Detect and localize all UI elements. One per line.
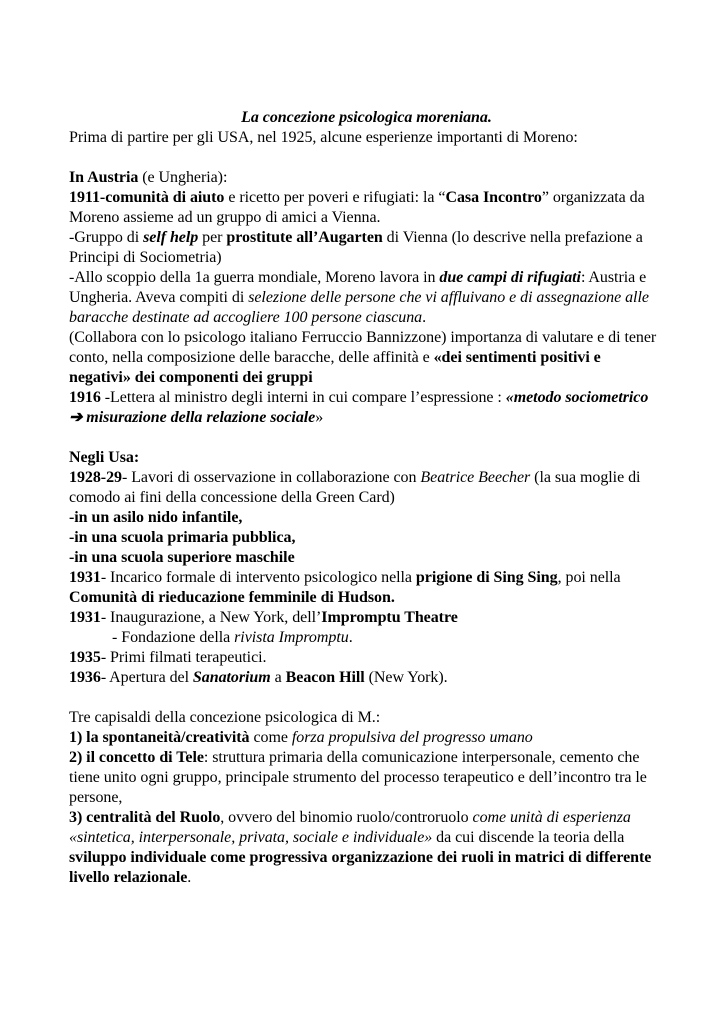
text: : Austria e Ungheria. Aveva compiti di (69, 269, 647, 306)
capisaldi-intro: Tre capisaldi della concezione psicologica di M.: (69, 709, 381, 726)
caposaldo-3 (69, 808, 664, 888)
usa-1931-theatre-paragraph (69, 608, 664, 628)
text-bold: Casa Incontro (445, 189, 542, 206)
spacer (69, 428, 664, 448)
text-italic: rivista Impromptu (234, 629, 349, 646)
text: - Fondazione della (112, 629, 235, 646)
spacer (69, 148, 664, 168)
text-bold: prigione di Sing Sing (415, 569, 558, 586)
usa-rivista-paragraph (69, 628, 664, 648)
text: - Incarico formale di intervento psicologico nella (100, 569, 416, 586)
text: e ricetto per poveri e rifugiati: la “ (224, 189, 446, 206)
text-bold: Impromptu Theatre (321, 609, 458, 626)
austria-1911-paragraph (69, 188, 664, 228)
text: -Lettera al ministro degli interni in cui compare l’espressione : (100, 389, 506, 406)
text: . (422, 309, 427, 326)
text-bold: 1916 (69, 389, 101, 406)
text: per (198, 229, 227, 246)
usa-1935-paragraph (69, 648, 664, 668)
text-italic: forza propulsiva del progresso umano (291, 729, 533, 746)
text: (Collabora con lo psicologo italiano Ferruccio Bannizzone) importanza di valutare e di tener conto, nella composizione delle baracche, delle affinità e (69, 329, 657, 366)
list-item (69, 508, 664, 528)
austria-heading-rest: (e Ungheria): (138, 169, 228, 186)
text: da cui discende la teoria della (432, 829, 625, 846)
text-bold: -in un asilo nido infantile, (69, 509, 243, 526)
caposaldo-1 (69, 728, 664, 748)
austria-war-paragraph (69, 268, 664, 328)
text-bold: 1) la spontaneità/creatività (69, 729, 250, 746)
text: : struttura primaria della comunicazione interpersonale, cemento che tiene unito ogni gruppo, principale strumento del processo terapeutico e dell’incontro tra le persone, (69, 749, 647, 806)
list-item (69, 528, 664, 548)
intro-paragraph: Prima di partire per gli USA, nel 1925, alcune esperienze importanti di Moreno: (69, 129, 578, 146)
document-body (69, 108, 664, 888)
text-bold-italic: «metodo sociometrico ➔ misurazione della relazione sociale (69, 389, 649, 426)
usa-1928-paragraph (69, 468, 664, 508)
text-italic: selezione delle persone che vi affluivano e di assegnazione alle baracche destinate ad accogliere 100 persone ciascuna (69, 289, 649, 326)
usa-1931-sing-sing-paragraph (69, 568, 664, 608)
text-bold: 1935 (69, 649, 101, 666)
text: » (315, 409, 324, 426)
austria-heading (69, 168, 664, 188)
text: , ovvero del binomio ruolo/controruolo (220, 809, 473, 826)
usa-1936-paragraph (69, 668, 664, 688)
text: - Inaugurazione, a New York, dell’ (100, 609, 322, 626)
text: , poi nella (557, 569, 621, 586)
text-bold: -in una scuola primaria pubblica, (69, 529, 296, 546)
text: . (187, 869, 192, 886)
text: - Lavori di osservazione in collaborazione con (121, 469, 421, 486)
text: -Gruppo di (69, 229, 144, 246)
text: di Vienna (lo descrive nella prefazione a Principi di Sociometria) (69, 229, 643, 266)
text-italic: Beatrice Beecher (420, 469, 531, 486)
austria-1916-paragraph (69, 388, 664, 428)
text-bold: 1911-comunità di aiuto (69, 189, 225, 206)
text-bold: «dei sentimenti positivi e negativi» dei componenti dei gruppi (69, 349, 601, 386)
text: - Apertura del (100, 669, 193, 686)
austria-heading-bold: In Austria (69, 169, 139, 186)
text-bold: prostitute all’Augarten (226, 229, 383, 246)
text-italic: come unità di esperienza «sintetica, interpersonale, privata, sociale e individuale» (69, 809, 631, 846)
text-bold: 1928-29 (69, 469, 122, 486)
text-bold: -in una scuola superiore maschile (69, 549, 295, 566)
text: . (348, 629, 353, 646)
text-bold: Beacon Hill (285, 669, 365, 686)
text-bold: 3) centralità del Ruolo (69, 809, 221, 826)
usa-heading (69, 448, 664, 468)
text-bold: 1931 (69, 609, 101, 626)
text-bold: 2) il concetto di Tele (69, 749, 204, 766)
text: - Primi filmati terapeutici. (100, 649, 267, 666)
list-item (69, 548, 664, 568)
text: -Allo scoppio della 1a guerra mondiale, Moreno lavora in (69, 269, 440, 286)
caposaldo-2 (69, 748, 664, 808)
text: (New York). (364, 669, 448, 686)
text-bold: 1936 (69, 669, 101, 686)
text-bold-italic: Sanatorium (192, 669, 271, 686)
text: (la sua moglie di comodo ai fini della concessione della Green Card) (69, 469, 641, 506)
text-bold: sviluppo individuale come progressiva organizzazione dei ruoli in matrici di differente livello relazionale (69, 849, 652, 886)
text-bold-italic: due campi di rifugiati (439, 269, 581, 286)
text: ” organizzata da Moreno assieme ad un gruppo di amici a Vienna. (69, 189, 645, 226)
text: a (270, 669, 286, 686)
text-bold: Negli Usa: (69, 449, 140, 466)
document-title: La concezione psicologica moreniana. (241, 109, 492, 126)
text-bold-italic: self help (143, 229, 199, 246)
austria-self-help-paragraph (69, 228, 664, 268)
spacer (69, 688, 664, 708)
text: come (249, 729, 292, 746)
austria-bannizzone-paragraph (69, 328, 664, 388)
text-bold: 1931 (69, 569, 101, 586)
text-bold: Comunità di rieducazione femminile di Hudson. (69, 589, 395, 606)
